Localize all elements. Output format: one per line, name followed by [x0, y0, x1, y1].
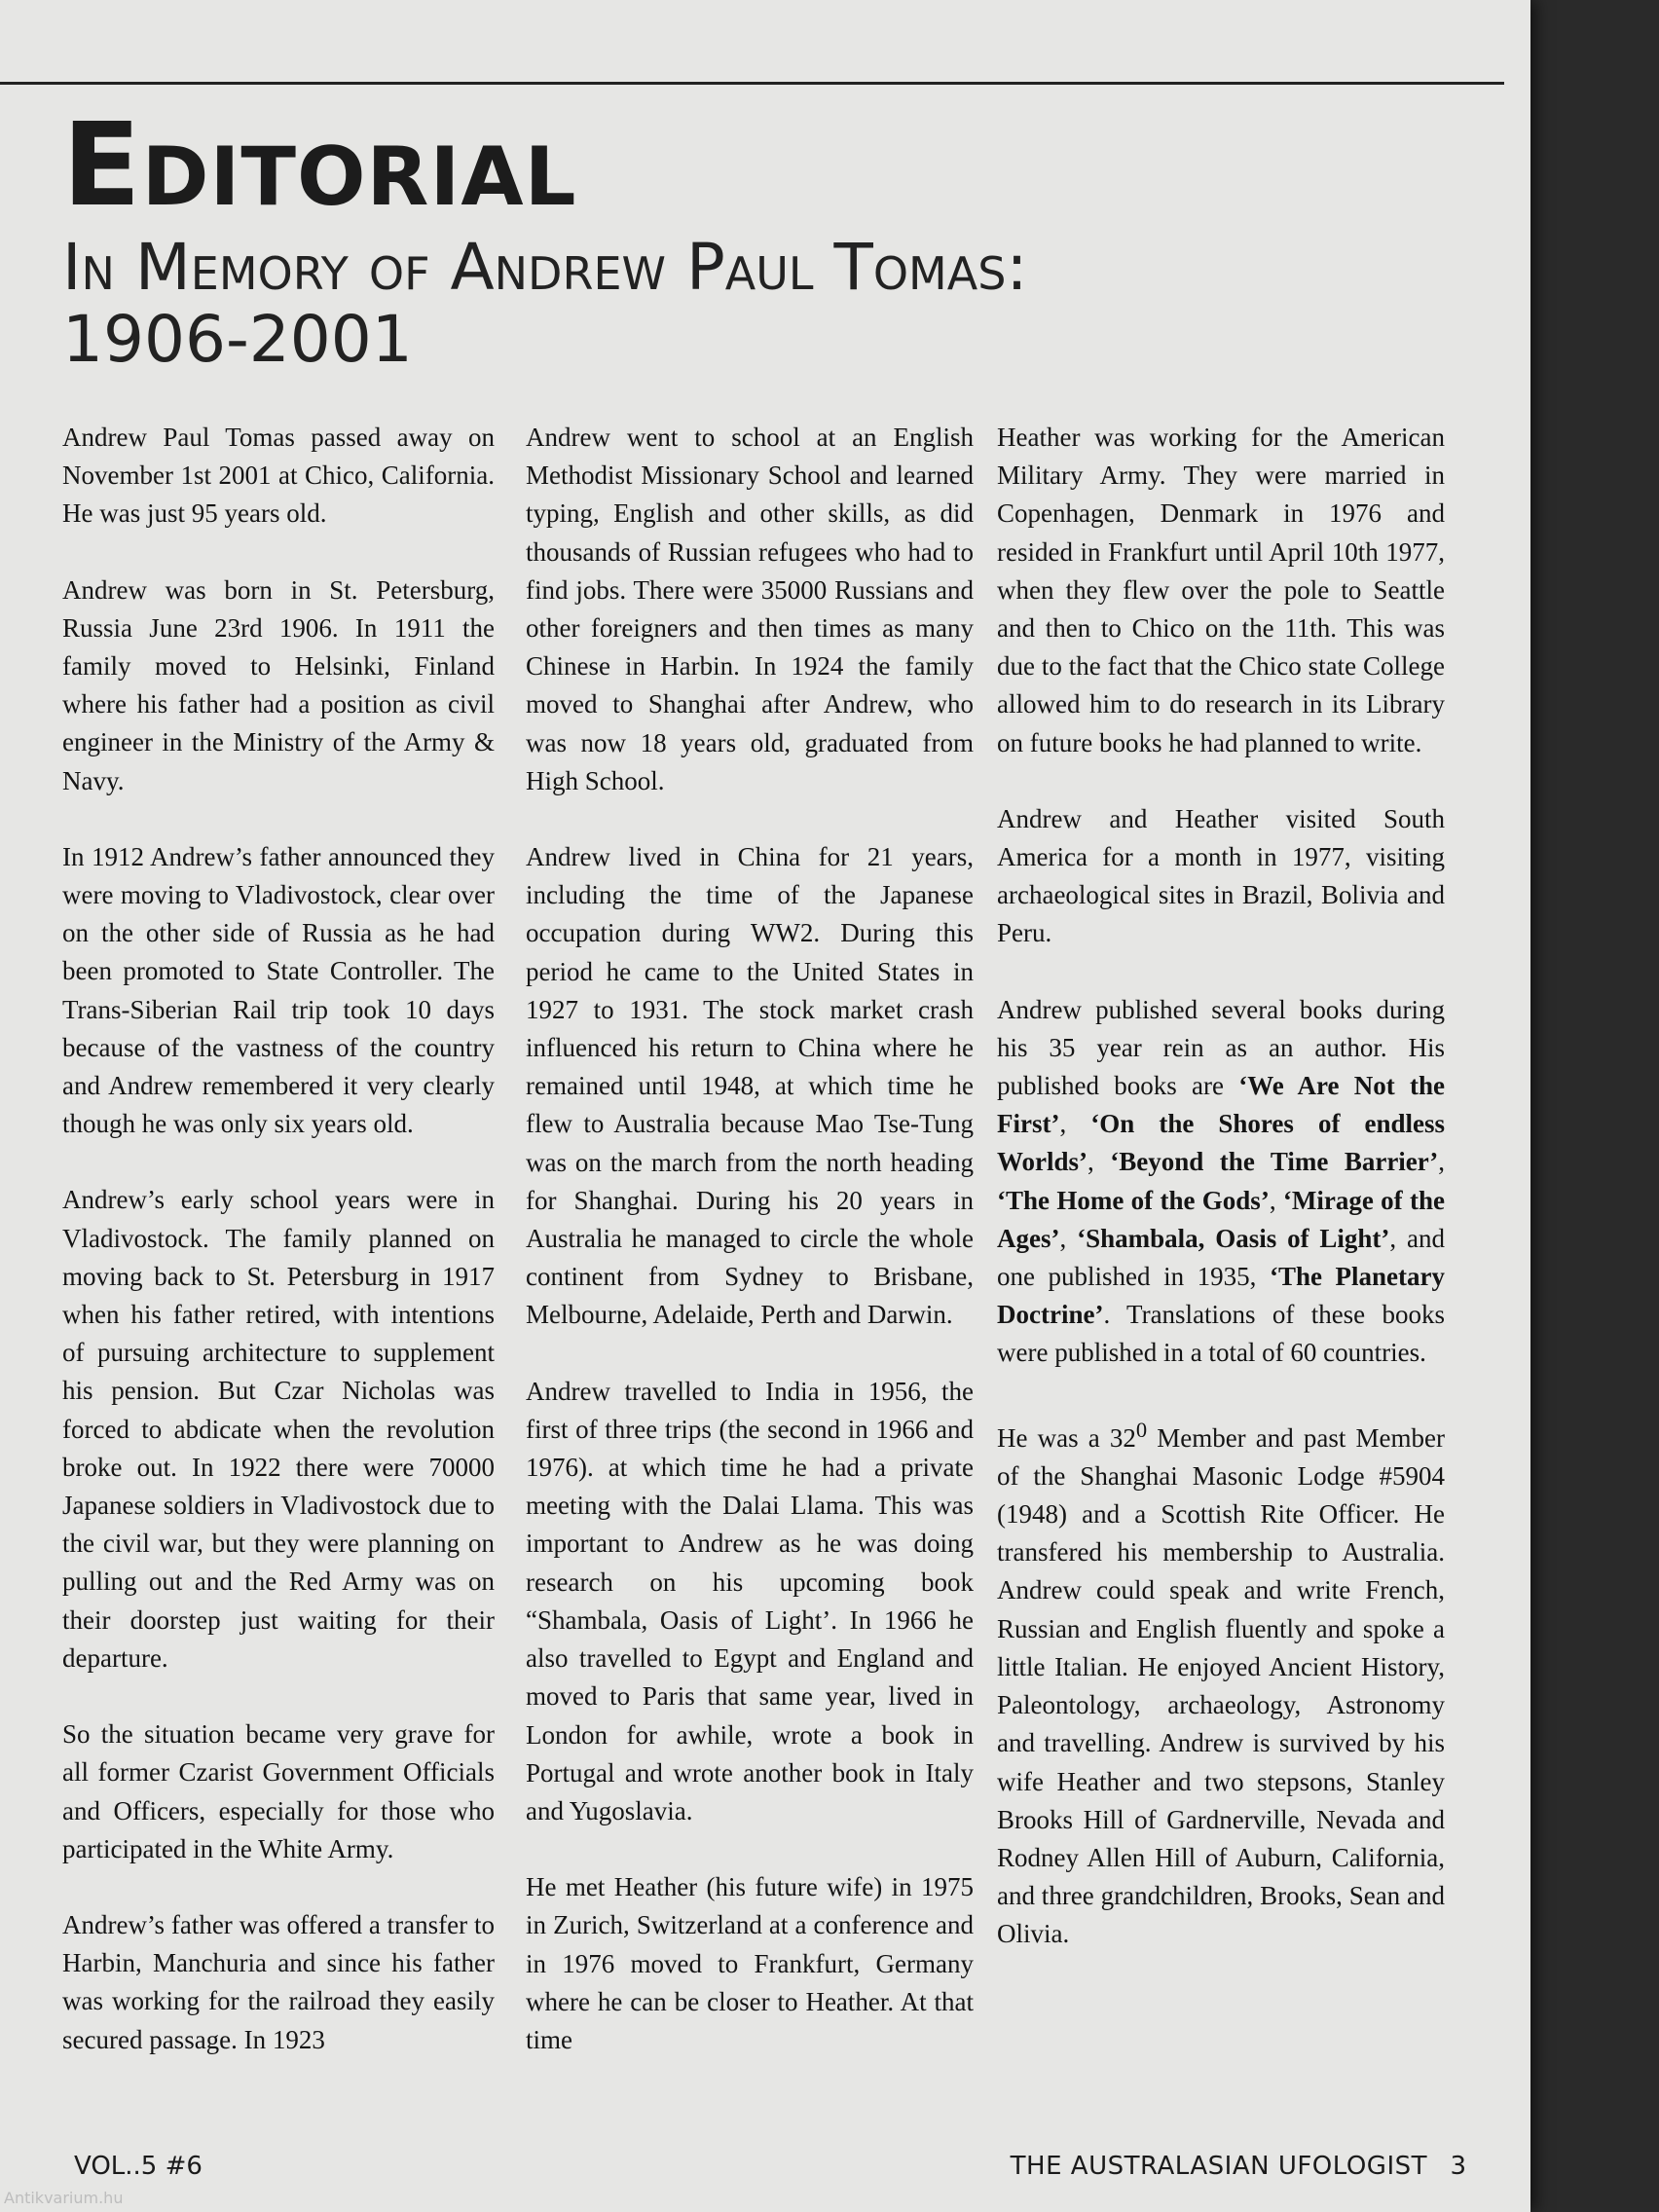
article-title-line1: In Memory of Andrew Paul Tomas:	[62, 230, 1028, 305]
issue-label: VOL..5 #6	[74, 2152, 203, 2181]
book-title: ‘We Are Not the First’	[997, 1071, 1445, 1139]
column-1	[62, 419, 495, 2097]
book-title: ‘Beyond the Time Barrier’	[1110, 1147, 1439, 1177]
book-title: ‘The Planetary Doctrine’	[997, 1262, 1445, 1330]
degree-superscript: 0	[1135, 1417, 1148, 1442]
book-title: ‘Mirage of the Ages’	[997, 1185, 1445, 1253]
paragraph: Andrew Paul Tomas passed away on November 1st 2001 at Chico, California. He was just 95 years old.	[62, 423, 495, 529]
masonic-paragraph	[997, 1411, 1445, 1954]
article-title-dates: 1906-2001	[62, 301, 413, 377]
book-title: ‘On the Shores of endless Worlds’	[997, 1109, 1446, 1177]
magazine-name: THE AUSTRALASIAN UFOLOGIST	[1010, 2152, 1427, 2181]
book-title: ‘Shambala, Oasis of Light’	[1077, 1223, 1390, 1253]
article-title	[62, 232, 1492, 376]
column-3	[997, 419, 1445, 1992]
books-end: . Translations of these books were published in a total of 60 countries.	[997, 1300, 1445, 1368]
books-paragraph: Andrew published several books during his 35 year rein as an author. His published books are ‘We Are Not the First’, ‘On the Shores of endless Worlds’, ‘Beyond the Time Barrier’, ‘The Home of the Gods’, ‘Mirage of the Ages’, ‘Shambala, Oasis of Light’, and one published in 1935, ‘The Planetary Doctrine’. Translations of these books were published in a total of 60 countries.	[997, 994, 1446, 1368]
paragraph: Andrew was born in St. Petersburg, Russia June 23rd 1906. In 1911 the family moved to Helsinki, Finland where his father had a position as civil engineer in the Ministry of the Army & Navy.	[62, 574, 495, 795]
paragraph: Andrew and Heather visited South America for a month in 1977, visiting archaeological sites in Brazil, Bolivia and Peru.	[997, 803, 1445, 948]
paragraph: Heather was working for the American Military Army. They were married in Copenhagen, Denmark in 1976 and resided in Frankfurt until April 10th 1977, when they flew over the pole to Seattle and then to Chico on the 11th. This was due to the fact that the Chico state College allowed him to do research in its Library on future books he had planned to write.	[997, 423, 1445, 757]
paragraph: So the situation became very grave for all former Czarist Government Officials and Officers, especially for those who participated in the White Army.	[62, 1719, 495, 1863]
paragraph: He met Heather (his future wife) in 1975 in Zurich, Switzerland at a conference and in 1976 moved to Frankfurt, Germany where he can be closer to Heather. At that time	[526, 1872, 974, 2054]
masonic-rest: Member and past Member of the Shanghai Masonic Lodge #5904 (1948) and a Scottish Rite Officer. He transfered his membership to Australia. Andrew could speak and write French, Russian and English fluently and spoke a little Italian. He enjoyed Ancient History, Paleontology, archaeology, Astronomy and travelling. Andrew is survived by his wife Heather and two stepsons, Stanley Brooks Hill of Gardnerville, Nevada and Rodney Allen Hill of Auburn, California, and three grandchildren, Brooks, Sean and Olivia.	[997, 1422, 1445, 1949]
book-title: ‘The Home of the Gods’	[997, 1185, 1270, 1215]
paragraph: Andrew’s early school years were in Vladivostock. The family planned on moving back to St. Petersburg in 1917 when his father retired, with intentions of pursuing architecture to supplement his pension. But Czar Nicholas was forced to abdicate when the revolution broke out. In 1922 there were 70000 Japanese soldiers in Vladivostock due to the civil war, but they were planning on pulling out and the Red Army was on their doorstep just waiting for their departure.	[62, 1185, 495, 1673]
books-intro: Andrew published several books during his 35 year rein as an author. His published books are	[997, 994, 1445, 1101]
top-rule	[0, 82, 1504, 85]
watermark: Antikvarium.hu	[4, 2189, 124, 2207]
column-2	[526, 419, 974, 2097]
books-mid: , and one published in 1935,	[997, 1223, 1445, 1292]
paragraph: In 1912 Andrew’s father announced they were moving to Vladivostock, clear over on the other side of Russia as he had been promoted to State Controller. The Trans-Siberian Rail trip took 10 days because of the vastness of the country and Andrew remembered it very clearly though he was only six years old.	[62, 841, 495, 1139]
paragraph: Andrew lived in China for 21 years, including the time of the Japanese occupation during WW2. During this period he came to the United States in 1927 to 1931. The stock market crash influenced his return to China where he remained until 1948, at which time he flew to Australia because Mao Tse-Tung was on the march from the north heading for Shanghai. During his 20 years in Australia he managed to circle the whole continent from Sydney to Brisbane, Melbourne, Adelaide, Perth and Darwin.	[526, 842, 974, 1330]
editorial-title: Editorial	[62, 97, 577, 232]
paragraph: Andrew travelled to India in 1956, the first of three trips (the second in 1966 and 1976). at which time he had a private meeting with the Dalai Llama. This was important to Andrew as he was doing research on his upcoming book “Shambala, Oasis of Light’. In 1966 he also travelled to Egypt and England and moved to Paris that same year, lived in London for awhile, wrote a book in Portugal and wrote another book in Italy and Yugoslavia.	[526, 1376, 974, 1825]
masonic-start: He was a 32	[997, 1422, 1136, 1453]
paragraph: Andrew went to school at an English Methodist Missionary School and learned typing, English and other skills, as did thousands of Russian refugees who had to find jobs. There were 35000 Russians and other foreigners and then times as many Chinese in Harbin. In 1924 the family moved to Shanghai after Andrew, who was now 18 years old, graduated from High School.	[526, 423, 974, 795]
paragraph: Andrew’s father was offered a transfer to Harbin, Manchuria and since his father was working for the railroad they easily secured passage. In 1923	[62, 1909, 495, 2054]
heading-block	[62, 97, 1492, 377]
page-number: 3	[1450, 2152, 1466, 2181]
